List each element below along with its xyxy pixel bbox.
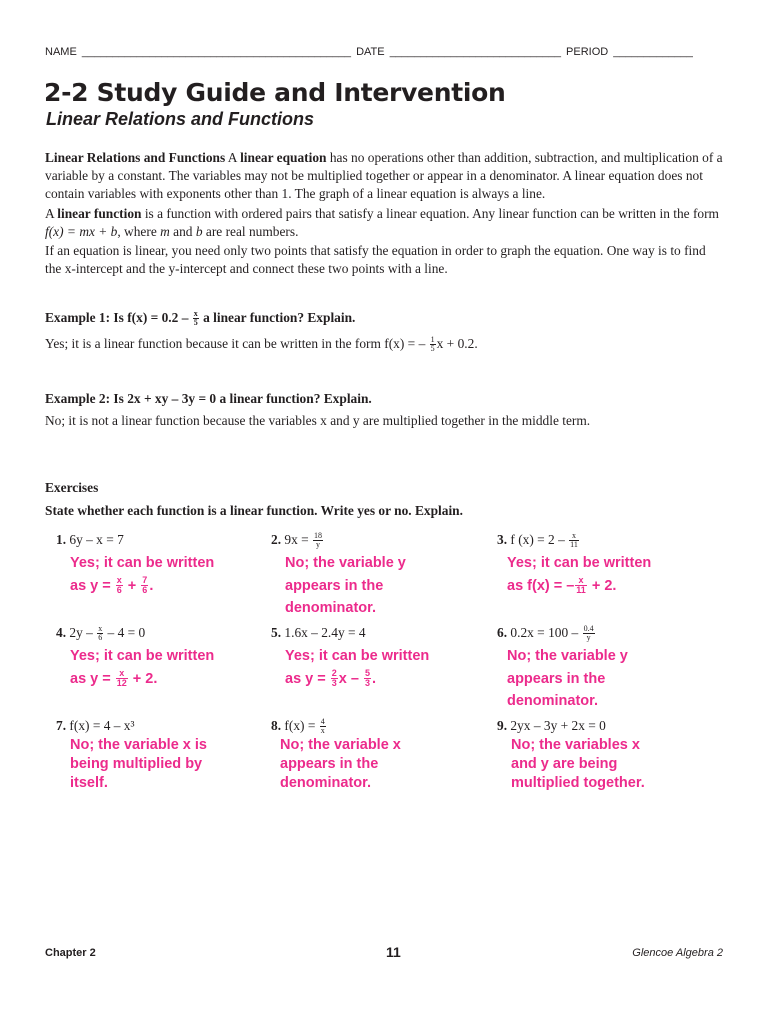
example-1-answer-text: x + 0.2.	[436, 336, 478, 351]
answer-text: + 2.	[128, 670, 158, 687]
answer-text: Yes; it can be written	[285, 648, 430, 664]
fraction	[364, 669, 371, 688]
exercise-number: 2.	[271, 532, 282, 547]
exercise-equation: 2yx – 3y + 2x = 0	[507, 718, 606, 733]
answer-text: +	[123, 577, 141, 594]
exercise-2	[271, 532, 324, 549]
denominator: 5	[430, 344, 435, 354]
intro-text: and	[169, 224, 196, 239]
exercise-3	[497, 532, 580, 549]
exercise-number: 1.	[56, 532, 67, 547]
exercise-number: 9.	[497, 718, 508, 733]
exercise-equation: 6y – x = 7	[66, 532, 124, 547]
exercise-equation: f (x) = 2 –	[507, 532, 569, 547]
intro-heading: Linear Relations and Functions	[45, 150, 226, 165]
fraction	[193, 310, 199, 327]
answer-4	[70, 645, 214, 690]
footer-book-title: Glencoe Algebra 2	[632, 947, 723, 959]
denominator: x	[320, 726, 325, 736]
answer-text: .	[371, 670, 376, 687]
numerator: 18	[314, 531, 323, 541]
numerator: 1	[430, 335, 435, 345]
denominator: 5	[193, 318, 198, 328]
denominator: 6	[116, 585, 122, 596]
page-number: 11	[386, 944, 401, 960]
numerator: 4	[320, 717, 325, 727]
exercise-number: 8.	[271, 718, 282, 733]
period-label: PERIOD	[566, 46, 609, 58]
example-1-question	[45, 309, 725, 327]
numerator: x	[116, 575, 122, 586]
exercise-equation: 9x =	[281, 532, 313, 547]
answer-text: .	[149, 577, 154, 594]
answer-text: x –	[338, 670, 363, 687]
name-blank: ____________________________________________	[81, 46, 352, 58]
example-2-answer: No; it is not a linear function because the variables x and y are multiplied together in the middle term.	[45, 413, 591, 428]
exercise-8	[271, 718, 327, 735]
answer-2: No; the variable y appears in the denominator.	[285, 555, 406, 616]
exercise-equation: f(x) = 4 – x³	[66, 718, 135, 733]
exercise-equation: 1.6x – 2.4y = 4	[281, 625, 366, 640]
footer-chapter: Chapter 2	[45, 947, 96, 959]
example-1-text: Example 1: Is f(x) = 0.2 –	[45, 310, 192, 325]
denominator: 3	[331, 678, 337, 689]
numerator: 0.4	[583, 624, 594, 634]
term-linear-equation: linear equation	[240, 150, 327, 165]
intro-text: are real numbers.	[202, 224, 299, 239]
numerator: 5	[364, 668, 370, 679]
exercise-number: 6.	[497, 625, 508, 640]
intro-paragraph-2	[45, 205, 725, 241]
formula-linear: f(x) = mx + b	[45, 224, 118, 239]
intro-text: , where	[117, 224, 161, 239]
answer-text: as y =	[70, 670, 115, 687]
answer-text: Yes; it can be written	[507, 555, 652, 571]
fraction	[320, 718, 326, 735]
fraction	[116, 669, 128, 688]
fraction	[116, 576, 123, 595]
example-1-answer	[45, 335, 725, 353]
name-label: NAME	[45, 46, 77, 58]
denominator: 12	[116, 678, 127, 689]
exercises-instructions: State whether each function is a linear function. Write yes or no. Explain.	[45, 503, 463, 518]
answer-9: No; the variables x and y are being multiplied together.	[511, 737, 645, 791]
period-blank: _____________	[613, 46, 693, 58]
fraction	[583, 625, 595, 642]
fraction	[430, 336, 436, 353]
exercise-9	[497, 718, 606, 734]
exercise-number: 3.	[497, 532, 508, 547]
answer-1	[70, 552, 214, 597]
denominator: 11	[576, 585, 586, 596]
fraction	[575, 576, 587, 595]
exercise-equation: f(x) =	[281, 718, 319, 733]
intro-text: A	[45, 206, 58, 221]
answer-8: No; the variable x appears in the denominator.	[280, 737, 401, 791]
exercise-number: 7.	[56, 718, 67, 733]
exercise-equation: – 4 = 0	[104, 625, 146, 640]
var-b: b	[195, 224, 203, 239]
exercise-4	[56, 625, 145, 642]
denominator: y	[316, 540, 321, 550]
answer-6: No; the variable y appears in the denominator.	[507, 648, 628, 709]
date-blank: ____________________________	[389, 46, 561, 58]
numerator: x	[116, 669, 128, 679]
fraction	[569, 532, 579, 549]
page-subtitle: Linear Relations and Functions	[46, 109, 315, 129]
exercise-6	[497, 625, 596, 642]
var-m: m	[160, 224, 170, 239]
example-1-text: a linear function? Explain.	[199, 310, 356, 325]
answer-3	[507, 552, 651, 597]
exercise-number: 5.	[271, 625, 282, 640]
answer-text: as f(x) = –	[507, 577, 575, 594]
exercises-heading: Exercises	[45, 480, 99, 495]
intro-text: is a function with ordered pairs that satisfy a linear equation. Any linear function can be written in the form	[141, 206, 719, 221]
page-title: 2-2 Study Guide and Intervention	[44, 78, 506, 107]
denominator: y	[586, 633, 591, 643]
exercise-1	[56, 532, 124, 548]
intro-paragraph-3: If an equation is linear, you need only two points that satisfy the equation in order to graph the equation. One way is to find the x-intercept and the y-intercept and connect these two points with a line.	[45, 243, 706, 276]
answer-7: No; the variable x is being multiplied by itself.	[70, 737, 207, 791]
term-linear-function: linear function	[57, 206, 142, 221]
fraction	[141, 576, 148, 595]
numerator: 7	[142, 575, 148, 586]
exercise-5	[271, 625, 366, 641]
fraction	[331, 669, 338, 688]
intro-text: has no operations other than addition, subtraction, and multiplication of a variable by a constant. The variables may not be multiplied together or appear in a denominator. A linear equation does not contain variables with exponents other than 1. The graph of a linear equation is always a line.	[45, 150, 723, 201]
worksheet-header	[45, 46, 725, 58]
denominator: 3	[364, 678, 370, 689]
numerator: x	[569, 532, 579, 541]
answer-text: Yes; it can be written	[70, 648, 215, 664]
answer-5	[285, 645, 429, 690]
exercise-equation: 0.2x = 100 –	[507, 625, 582, 640]
intro-paragraph-1	[45, 149, 725, 203]
date-label: DATE	[356, 46, 385, 58]
intro-text: A	[225, 150, 241, 165]
denominator: 6	[142, 585, 148, 596]
numerator: 2	[331, 668, 337, 679]
numerator: x	[575, 576, 587, 586]
numerator: x	[193, 309, 198, 319]
example-2-text: Example 2: Is 2x + xy – 3y = 0 a linear function? Explain.	[45, 391, 372, 406]
answer-text: Yes; it can be written	[70, 555, 215, 571]
exercise-number: 4.	[56, 625, 67, 640]
denominator: 6	[98, 633, 103, 643]
exercise-7	[56, 718, 135, 734]
exercise-equation: 2y –	[66, 625, 97, 640]
numerator: x	[98, 624, 103, 634]
denominator: 11	[570, 540, 578, 550]
example-1-answer-text: Yes; it is a linear function because it can be written in the form f(x) = –	[45, 336, 429, 351]
example-2-question	[45, 390, 725, 408]
answer-text: + 2.	[587, 577, 617, 594]
answer-text: as y =	[285, 670, 330, 687]
answer-text: as y =	[70, 577, 115, 594]
fraction	[313, 532, 323, 549]
fraction	[97, 625, 103, 642]
